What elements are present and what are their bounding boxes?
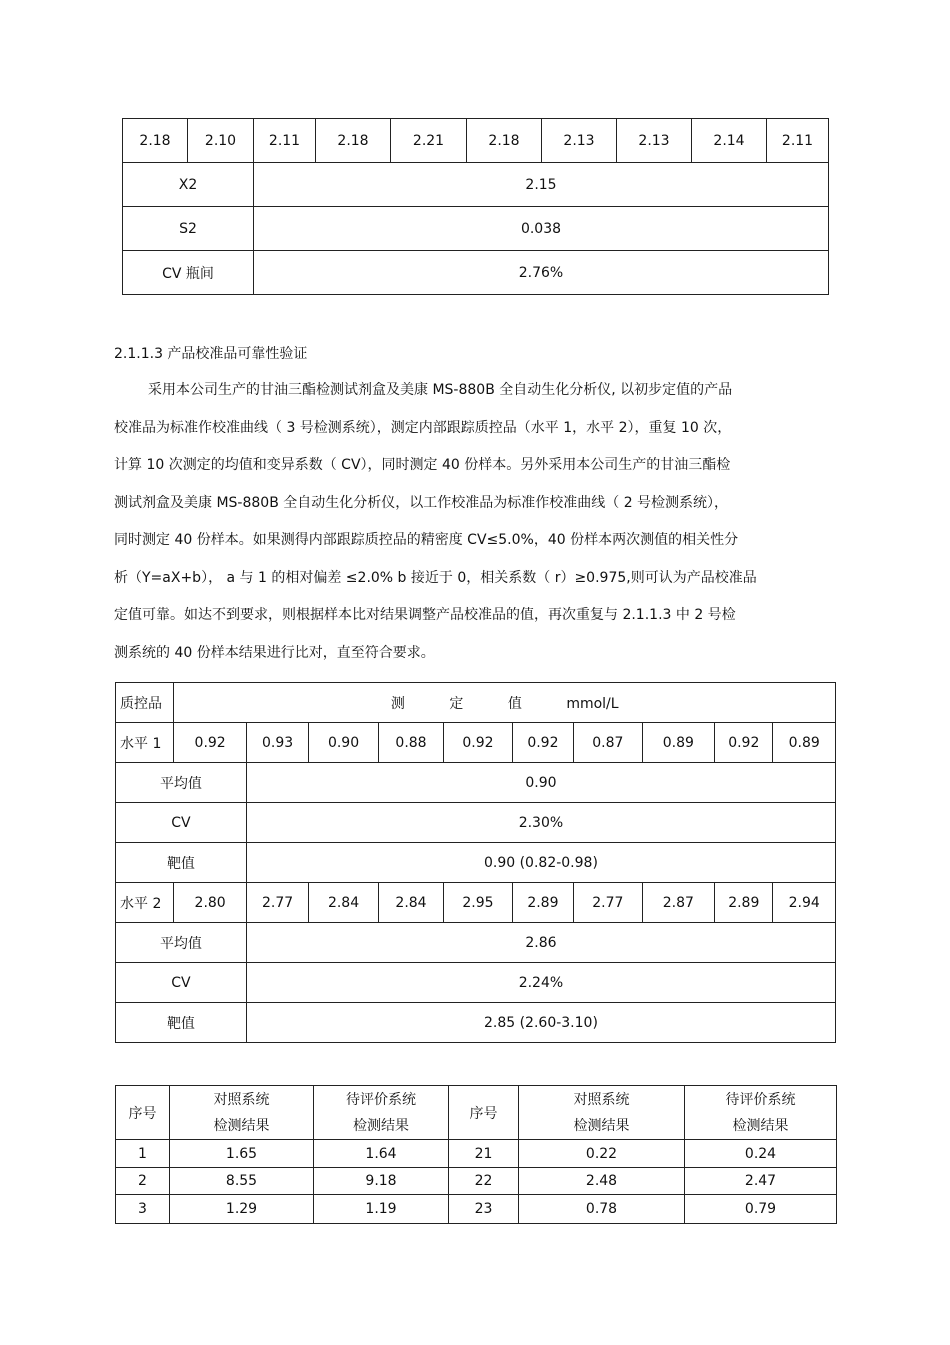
level-label: 水平 1 (116, 723, 174, 763)
paragraph-line: 采用本公司生产的甘油三酯检测试剂盒及美康 MS-880B 全自动生化分析仪, 以初步定值的产品 (148, 382, 733, 398)
paragraph-line: 定值可靠。如达不到要求，则根据样本比对结果调整产品校准品的值，再次重复与 2.1.1.3 中 2 号检 (114, 607, 736, 623)
header-seq: 序号 (116, 1086, 170, 1140)
table-header-row (116, 1086, 837, 1140)
header-ref-result (170, 1086, 314, 1140)
table-cell: 0.24 (685, 1140, 837, 1168)
table-row (116, 1140, 837, 1168)
table-cell: 0.89 (642, 723, 715, 763)
table-row (116, 683, 836, 723)
table-row (116, 803, 836, 843)
paragraph-line: 测试剂盒及美康 MS-880B 全自动生化分析仪，以工作校准品为标准作校准曲线（ 2 号检测系统）， (114, 494, 729, 511)
header-eval-result (685, 1086, 837, 1140)
paragraph-line: 析（Y=aX+b）， a 与 1 的相对偏差 ≤2.0% b 接近于 0，相关系数（ r）≥0.975,则可认为产品校准品 (114, 569, 757, 586)
stat-value: 0.90 (246, 763, 835, 803)
table-cell: 2.13 (617, 119, 692, 163)
table-cell: 2.47 (685, 1168, 837, 1195)
homogeneity-table (122, 118, 829, 295)
stat-value: 0.038 (254, 207, 829, 251)
table-cell: 0.92 (512, 723, 573, 763)
table-cell: 2.11 (767, 119, 829, 163)
table-cell: 21 (449, 1140, 519, 1168)
header-line: 检测结果 (573, 1117, 630, 1134)
table-cell: 2.11 (254, 119, 316, 163)
stat-value: 2.15 (254, 163, 829, 207)
stat-label: CV (116, 803, 247, 843)
table-row (116, 723, 836, 763)
stat-value: 2.86 (246, 923, 835, 963)
header-line: 检测结果 (353, 1117, 409, 1134)
table-cell: 3 (116, 1195, 170, 1224)
table-cell: 2.87 (642, 883, 715, 923)
table-cell: 2.77 (246, 883, 308, 923)
table-cell: 0.92 (174, 723, 247, 763)
table-cell: 23 (449, 1195, 519, 1224)
paragraph-line: 同时测定 40 份样本。如果测得内部跟踪质控品的精密度 CV≤5.0%，40 份样本两次测值的相关性分 (114, 532, 739, 548)
stat-value: 2.24% (246, 963, 835, 1003)
table-cell: 2.14 (692, 119, 767, 163)
header-line: 待评价系统 (346, 1091, 416, 1108)
table-cell: 2.18 (123, 119, 188, 163)
comparison-table (115, 1085, 837, 1224)
table-row (116, 923, 836, 963)
table-cell: 2.48 (519, 1168, 685, 1195)
stat-label: CV 瓶间 (123, 251, 254, 295)
table-cell: 0.92 (444, 723, 512, 763)
table-cell: 2.80 (174, 883, 247, 923)
table-row (123, 251, 829, 295)
table-cell: 22 (449, 1168, 519, 1195)
table-cell: 2.10 (188, 119, 254, 163)
table-cell: 1 (116, 1140, 170, 1168)
header-line: 对照系统 (213, 1091, 270, 1108)
paragraph-line: 计算 10 次测定的均值和变异系数（ CV），同时测定 40 份样本。另外采用本公司生产的甘油三酯检 (114, 457, 731, 473)
qc-header-label: 质控品 (116, 683, 174, 723)
table-cell: 2 (116, 1168, 170, 1195)
table-row (116, 843, 836, 883)
stat-label: CV (116, 963, 247, 1003)
table-row (116, 963, 836, 1003)
table-cell: 2.18 (316, 119, 391, 163)
table-cell: 0.79 (685, 1195, 837, 1224)
table-cell: 2.84 (309, 883, 378, 923)
table-cell: 0.87 (574, 723, 642, 763)
header-line: 检测结果 (213, 1117, 270, 1134)
table-row (123, 163, 829, 207)
table-row (123, 119, 829, 163)
stat-label: 靶值 (116, 1003, 247, 1043)
table-cell: 0.22 (519, 1140, 685, 1168)
table-cell: 2.94 (773, 883, 836, 923)
header-line: 检测结果 (732, 1117, 789, 1134)
table-cell: 2.95 (444, 883, 512, 923)
stat-label: S2 (123, 207, 254, 251)
table-cell: 8.55 (170, 1168, 314, 1195)
header-line: 对照系统 (573, 1091, 630, 1108)
table-cell: 2.77 (574, 883, 642, 923)
stat-label: 平均值 (116, 923, 247, 963)
stat-value: 2.76% (254, 251, 829, 295)
stat-value: 0.90 (0.82-0.98) (246, 843, 835, 883)
table-cell: 2.84 (378, 883, 443, 923)
table-cell: 0.93 (246, 723, 308, 763)
table-cell: 0.90 (309, 723, 378, 763)
paragraph-line: 校准品为标准作校准曲线（ 3 号检测系统），测定内部跟踪质控品（水平 1，水平 2），重复 10 次， (114, 419, 732, 436)
table-cell: 0.78 (519, 1195, 685, 1224)
stat-label: X2 (123, 163, 254, 207)
table-cell: 2.21 (391, 119, 467, 163)
table-cell: 0.88 (378, 723, 443, 763)
section-heading: 2.1.1.3 产品校准品可靠性验证 (114, 346, 308, 362)
table-cell: 1.19 (314, 1195, 449, 1224)
table-cell: 0.89 (773, 723, 836, 763)
table-cell: 2.89 (715, 883, 773, 923)
table-cell: 1.64 (314, 1140, 449, 1168)
table-row (123, 207, 829, 251)
table-row (116, 1003, 836, 1043)
stat-label: 靶值 (116, 843, 247, 883)
table-cell: 0.92 (715, 723, 773, 763)
table-cell: 1.29 (170, 1195, 314, 1224)
table-row (116, 1195, 837, 1224)
table-row (116, 763, 836, 803)
section-paragraph (114, 372, 836, 672)
header-ref-result (519, 1086, 685, 1140)
header-line: 待评价系统 (725, 1091, 796, 1108)
header-seq: 序号 (449, 1086, 519, 1140)
qc-table (115, 682, 836, 1043)
table-row (116, 1168, 837, 1195)
qc-header-value: 测 定 值 mmol/L (174, 683, 836, 723)
table-cell: 2.89 (512, 883, 573, 923)
paragraph-line: 测系统的 40 份样本结果进行比对，直至符合要求。 (114, 644, 435, 661)
table-cell: 2.18 (467, 119, 542, 163)
header-eval-result (314, 1086, 449, 1140)
table-cell: 9.18 (314, 1168, 449, 1195)
table-row (116, 883, 836, 923)
table-cell: 2.13 (542, 119, 617, 163)
stat-label: 平均值 (116, 763, 247, 803)
table-cell: 1.65 (170, 1140, 314, 1168)
stat-value: 2.85 (2.60-3.10) (246, 1003, 835, 1043)
level-label: 水平 2 (116, 883, 174, 923)
stat-value: 2.30% (246, 803, 835, 843)
